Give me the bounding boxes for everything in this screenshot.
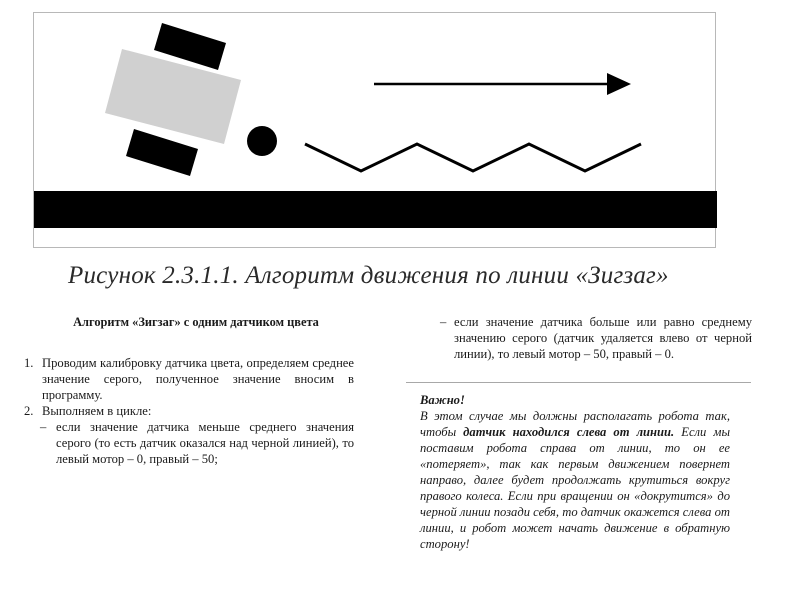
black-line	[34, 191, 717, 228]
note-text-before: В этом случае мы должны располагать робота так, чтобы	[420, 409, 730, 439]
note-text-after: Если мы поставим робота справа от линии, то он ее «потеряет», так как первым движением повернет направо, далее будет продолжать крутиться вокруг правого колеса. Если при вращении он «докрутится» до черной линии позади себя, то датчик окажется слева от линии, и робот может начать движение в обратную сторону!	[420, 425, 730, 551]
step-text: Выполняем в цикле:	[42, 404, 152, 418]
color-sensor-icon	[247, 126, 277, 156]
figure-zigzag-diagram	[33, 12, 716, 248]
note-text-bold: датчик находился слева от линии.	[463, 425, 675, 439]
arrow-right-icon	[374, 73, 631, 95]
step-number: 1.	[24, 356, 34, 370]
step-number: 2.	[24, 404, 34, 418]
diagram-canvas	[34, 13, 717, 249]
robot-wheel-bottom	[126, 129, 198, 176]
robot-body	[105, 49, 241, 144]
note-title: Важно!	[420, 393, 465, 407]
condition-text: если значение датчика меньше среднего значения серого (то есть датчик оказался над черной линией), то левый мотор – 0, правый – 50;	[56, 420, 354, 466]
condition-item	[24, 419, 354, 467]
zigzag-path-icon	[305, 144, 641, 171]
divider	[406, 382, 751, 383]
condition-item	[440, 314, 752, 362]
robot	[105, 23, 277, 176]
section-title: Алгоритм «Зигзаг» с одним датчиком цвета	[73, 315, 319, 329]
step-item	[24, 355, 354, 403]
algorithm-left-column	[24, 314, 354, 467]
step-text: Проводим калибровку датчика цвета, определяем среднее значение серого, полученное значение вносим в программу.	[42, 356, 354, 402]
condition-text: если значение датчика больше или равно среднему значению серого (датчик удаляется влево от черной линии), то левый мотор – 50, правый – 0.	[454, 315, 752, 361]
dash-bullet: –	[40, 420, 47, 434]
algorithm-right-column	[440, 314, 752, 362]
step-item	[24, 403, 354, 419]
figure-caption: Рисунок 2.3.1.1. Алгоритм движения по линии «Зигзаг»	[68, 262, 669, 289]
dash-bullet: –	[440, 315, 447, 329]
important-note	[420, 392, 730, 552]
